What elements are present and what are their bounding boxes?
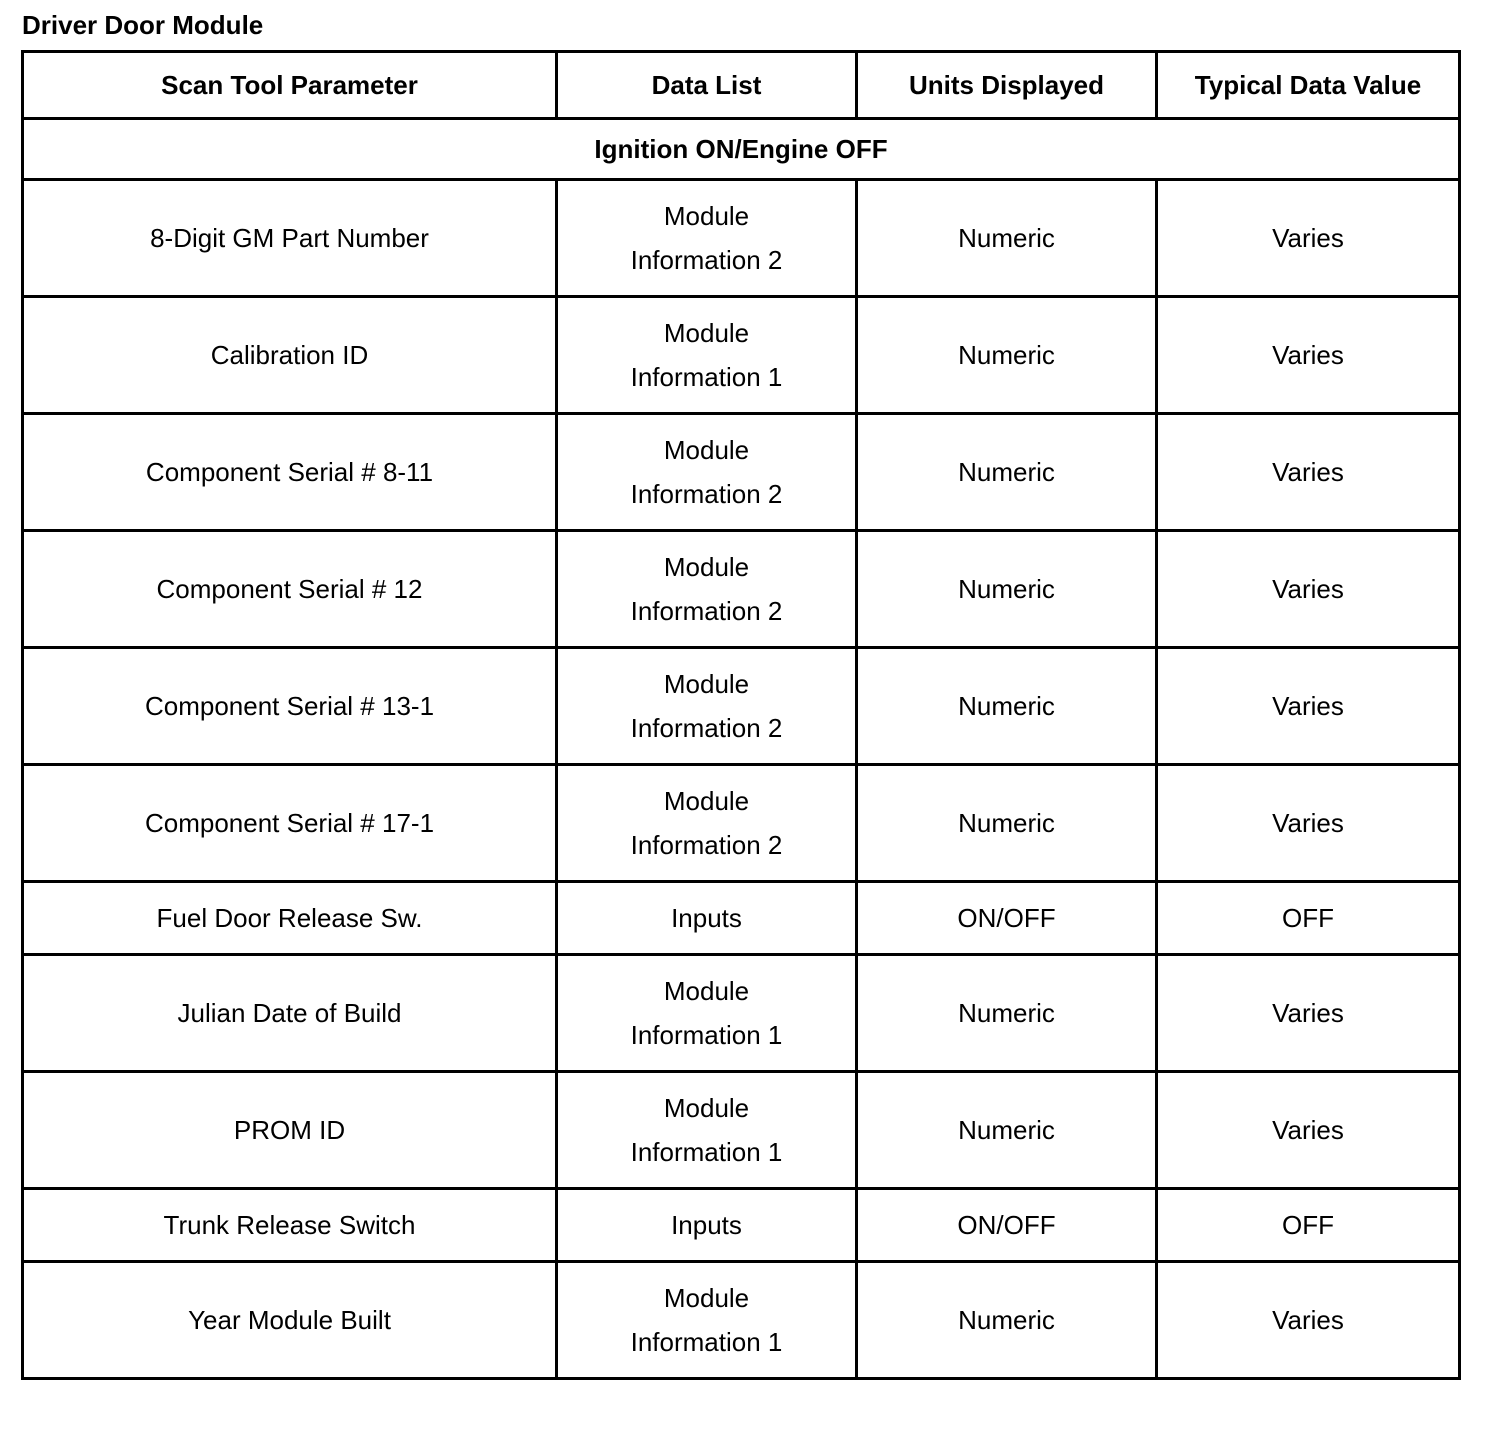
table-row <box>23 1072 1460 1189</box>
data-list-line: Module <box>663 552 750 582</box>
table-row <box>23 531 1460 648</box>
typical-value-cell: Varies <box>1157 765 1460 882</box>
section-label: Ignition ON/Engine OFF <box>23 119 1460 180</box>
parameter-cell: Julian Date of Build <box>23 955 557 1072</box>
table-row <box>23 1262 1460 1379</box>
table-row <box>23 648 1460 765</box>
data-list-cell <box>557 1262 857 1379</box>
parameter-cell: Year Module Built <box>23 1262 557 1379</box>
data-list-cell <box>557 531 857 648</box>
data-list-line: Module <box>663 1093 750 1123</box>
parameter-cell: Calibration ID <box>23 297 557 414</box>
units-cell: Numeric <box>857 955 1157 1072</box>
units-cell: Numeric <box>857 1072 1157 1189</box>
data-list-cell <box>557 1189 857 1262</box>
scan-tool-data-table <box>21 50 1461 1380</box>
table-row <box>23 882 1460 955</box>
units-cell: Numeric <box>857 297 1157 414</box>
data-list-line: Module <box>663 201 750 231</box>
data-list-line: Module <box>663 1283 750 1313</box>
data-list-cell <box>557 180 857 297</box>
data-list-line: Module <box>663 669 750 699</box>
data-list-line: Inputs <box>671 1210 742 1240</box>
units-cell: Numeric <box>857 1262 1157 1379</box>
table-row <box>23 297 1460 414</box>
typical-value-cell: Varies <box>1157 1072 1460 1189</box>
document-title: Driver Door Module <box>22 10 264 40</box>
units-cell: Numeric <box>857 180 1157 297</box>
section-row <box>23 119 1460 180</box>
data-list-cell <box>557 955 857 1072</box>
table-header-row <box>23 52 1460 119</box>
data-list-cell <box>557 1072 857 1189</box>
table-row <box>23 765 1460 882</box>
table-body <box>23 119 1460 1379</box>
table-row <box>23 180 1460 297</box>
data-list-cell <box>557 882 857 955</box>
typical-value-cell: OFF <box>1157 1189 1460 1262</box>
data-list-line: Inputs <box>671 903 742 933</box>
table-row <box>23 955 1460 1072</box>
units-cell: Numeric <box>857 765 1157 882</box>
parameter-cell: Component Serial # 17-1 <box>23 765 557 882</box>
header-scan-tool-parameter: Scan Tool Parameter <box>23 52 557 119</box>
typical-value-cell: OFF <box>1157 882 1460 955</box>
data-list-cell <box>557 648 857 765</box>
units-cell: Numeric <box>857 414 1157 531</box>
units-cell: ON/OFF <box>857 882 1157 955</box>
parameter-cell: Component Serial # 13-1 <box>23 648 557 765</box>
data-list-line: Module <box>663 786 750 816</box>
parameter-cell: Trunk Release Switch <box>23 1189 557 1262</box>
parameter-cell: Component Serial # 8-11 <box>23 414 557 531</box>
data-list-line: Module <box>663 435 750 465</box>
data-list-line: Information 1 <box>630 1137 783 1167</box>
table-row <box>23 414 1460 531</box>
header-typical-data-value: Typical Data Value <box>1157 52 1460 119</box>
data-list-line: Module <box>663 976 750 1006</box>
units-cell: ON/OFF <box>857 1189 1157 1262</box>
data-list-line: Information 2 <box>630 830 783 860</box>
data-list-line: Information 2 <box>630 479 783 509</box>
units-cell: Numeric <box>857 531 1157 648</box>
typical-value-cell: Varies <box>1157 297 1460 414</box>
data-list-line: Information 1 <box>630 1327 783 1357</box>
data-list-line: Module <box>663 318 750 348</box>
typical-value-cell: Varies <box>1157 414 1460 531</box>
parameter-cell: Component Serial # 12 <box>23 531 557 648</box>
table-row <box>23 1189 1460 1262</box>
data-list-line: Information 1 <box>630 362 783 392</box>
typical-value-cell: Varies <box>1157 531 1460 648</box>
typical-value-cell: Varies <box>1157 648 1460 765</box>
data-list-line: Information 2 <box>630 245 783 275</box>
data-list-line: Information 1 <box>630 1020 783 1050</box>
data-list-line: Information 2 <box>630 596 783 626</box>
data-list-cell <box>557 297 857 414</box>
data-list-cell <box>557 765 857 882</box>
parameter-cell: Fuel Door Release Sw. <box>23 882 557 955</box>
typical-value-cell: Varies <box>1157 1262 1460 1379</box>
typical-value-cell: Varies <box>1157 955 1460 1072</box>
parameter-cell: PROM ID <box>23 1072 557 1189</box>
units-cell: Numeric <box>857 648 1157 765</box>
typical-value-cell: Varies <box>1157 180 1460 297</box>
parameter-cell: 8-Digit GM Part Number <box>23 180 557 297</box>
data-list-line: Information 2 <box>630 713 783 743</box>
header-units-displayed: Units Displayed <box>857 52 1157 119</box>
data-list-cell <box>557 414 857 531</box>
header-data-list: Data List <box>557 52 857 119</box>
